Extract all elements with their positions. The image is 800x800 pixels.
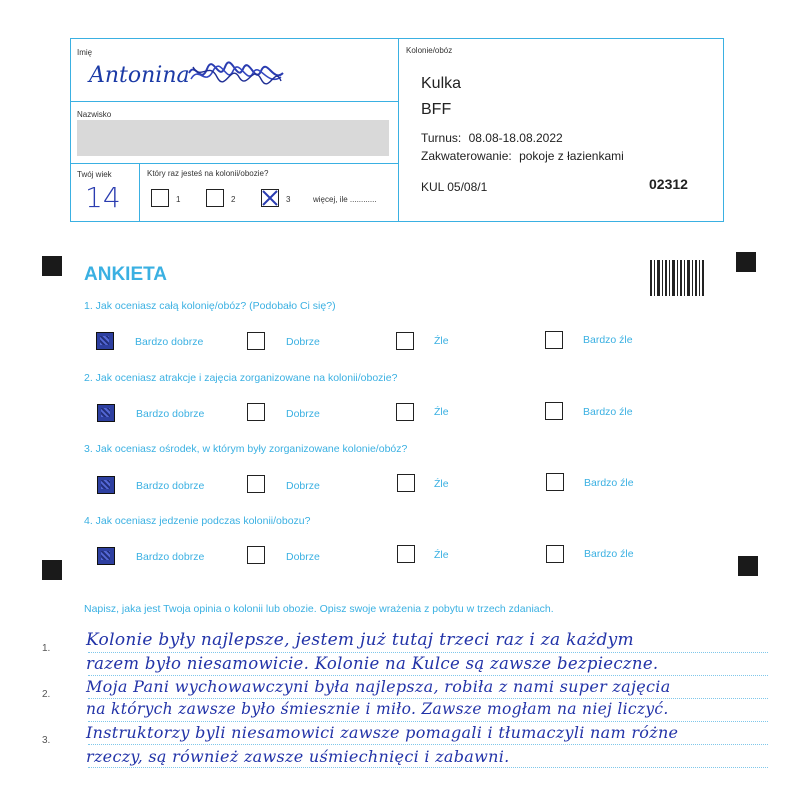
line-number-1: 1. [42,643,51,654]
q4-zle-label: Źle [434,549,449,561]
writing-line [88,721,768,722]
q2-dobrze-label: Dobrze [286,408,320,420]
wiek-value[interactable]: 14 [85,181,121,214]
imie-box [71,39,398,102]
kolonie-label: Kolonie/obóz [406,46,453,55]
raz-3-checkbox[interactable] [261,189,279,207]
camp-name: Kulka [421,75,462,92]
question-2: 2. Jak oceniasz atrakcje i zajęcia zorganizowane na kolonii/obozie? [84,372,398,384]
line-number-2: 2. [42,689,51,700]
barcode [650,260,704,296]
q2-bardzo-dobrze-checkbox[interactable] [97,404,115,422]
q3-dobrze-label: Dobrze [286,480,320,492]
raz-2-checkbox[interactable] [206,189,224,207]
registration-mark-bottom-left [42,560,62,580]
q2-bardzo-zle-label: Bardzo źle [583,406,633,418]
turnus-row [421,131,563,145]
zakw-label: Zakwaterowanie: [421,149,512,163]
opinion-line-2[interactable]: razem było niesamowicie. Kolonie na Kulce są zawsze bezpieczne. [86,654,659,673]
raz-1-checkbox[interactable] [151,189,169,207]
q1-bardzo-dobrze-checkbox[interactable] [96,332,114,350]
q1-zle-checkbox[interactable] [396,332,414,350]
camp-code: KUL 05/08/1 [421,180,488,194]
q3-bardzo-dobrze-checkbox[interactable] [97,476,115,494]
q3-dobrze-checkbox[interactable] [247,475,265,493]
q2-zle-checkbox[interactable] [396,403,414,421]
nazwisko-label: Nazwisko [77,110,112,119]
redacted-scribble [187,59,285,89]
registration-mark-top-left [42,256,62,276]
q3-zle-checkbox[interactable] [397,474,415,492]
imie-label: Imię [77,48,93,57]
q1-bardzo-zle-label: Bardzo źle [583,334,633,346]
raz-3-label: 3 [286,195,291,204]
wiek-label: Twój wiek [77,170,112,179]
ktory-raz-label: Który raz jesteś na kolonii/obozie? [147,169,269,178]
registration-mark-top-right [736,252,756,272]
q3-bardzo-zle-checkbox[interactable] [546,473,564,491]
q3-bardzo-zle-label: Bardzo źle [584,477,634,489]
turnus-value: 08.08-18.08.2022 [468,131,563,145]
writing-line [88,767,768,768]
writing-line [88,698,768,699]
q2-bardzo-zle-checkbox[interactable] [545,402,563,420]
zakw-value: pokoje z łazienkami [519,149,624,163]
opinion-line-4[interactable]: na których zawsze było śmiesznie i miło. Zawsze mogłam na niej liczyć. [86,700,669,718]
opinion-line-1[interactable]: Kolonie były najlepsze, jestem już tutaj trzeci raz i za każdym [86,630,634,650]
writing-line [88,744,768,745]
q4-bardzo-dobrze-checkbox[interactable] [97,547,115,565]
q3-bardzo-dobrze-label: Bardzo dobrze [136,480,205,492]
q4-dobrze-checkbox[interactable] [247,546,265,564]
opinion-line-6[interactable]: rzeczy, są również zawsze uśmiechnięci i zabawni. [86,747,510,766]
registration-mark-bottom-right [738,556,758,576]
opinion-prompt: Napisz, jaka jest Twoja opinia o kolonii lub obozie. Opisz swoje wrażenia z pobytu w trzech zdaniach. [84,603,554,615]
q4-dobrze-label: Dobrze [286,551,320,563]
survey-title: ANKIETA [84,264,168,285]
q4-bardzo-zle-label: Bardzo źle [584,548,634,560]
writing-line [88,675,768,676]
q2-dobrze-checkbox[interactable] [247,403,265,421]
header-form [70,38,724,222]
opinion-line-3[interactable]: Moja Pani wychowawczyni była najlepsza, robiła z nami super zajęcia [86,677,671,696]
q4-bardzo-dobrze-label: Bardzo dobrze [136,551,205,563]
q2-zle-label: Źle [434,406,449,418]
q4-bardzo-zle-checkbox[interactable] [546,545,564,563]
form-number: 02312 [649,176,688,192]
zakw-row [421,149,624,163]
q1-zle-label: Źle [434,335,449,347]
header-divider [398,39,399,221]
question-4: 4. Jak oceniasz jedzenie podczas kolonii/obozu? [84,515,311,527]
q1-dobrze-label: Dobrze [286,336,320,348]
wiek-box [71,163,140,221]
turnus-label: Turnus: [421,131,462,145]
nazwisko-redaction [77,120,389,156]
question-3: 3. Jak oceniasz ośrodek, w którym były zorganizowane kolonie/obóz? [84,443,408,455]
writing-line [88,652,768,653]
nazwisko-box [71,101,398,164]
q1-dobrze-checkbox[interactable] [247,332,265,350]
raz-1-label: 1 [176,195,181,204]
line-number-3: 3. [42,735,51,746]
opinion-line-5[interactable]: Instruktorzy byli niesamowici zawsze pomagali i tłumaczyli nam różne [86,723,679,742]
imie-value[interactable]: Antonina [89,63,190,88]
q1-bardzo-dobrze-label: Bardzo dobrze [135,336,204,348]
q3-zle-label: Źle [434,478,449,490]
q2-bardzo-dobrze-label: Bardzo dobrze [136,408,205,420]
raz-2-label: 2 [231,195,236,204]
q1-bardzo-zle-checkbox[interactable] [545,331,563,349]
q4-zle-checkbox[interactable] [397,545,415,563]
question-1: 1. Jak oceniasz całą kolonię/obóz? (Podobało Ci się?) [84,300,336,312]
camp-group: BFF [421,101,452,118]
wiecej-label: więcej, ile ............ [313,195,377,204]
